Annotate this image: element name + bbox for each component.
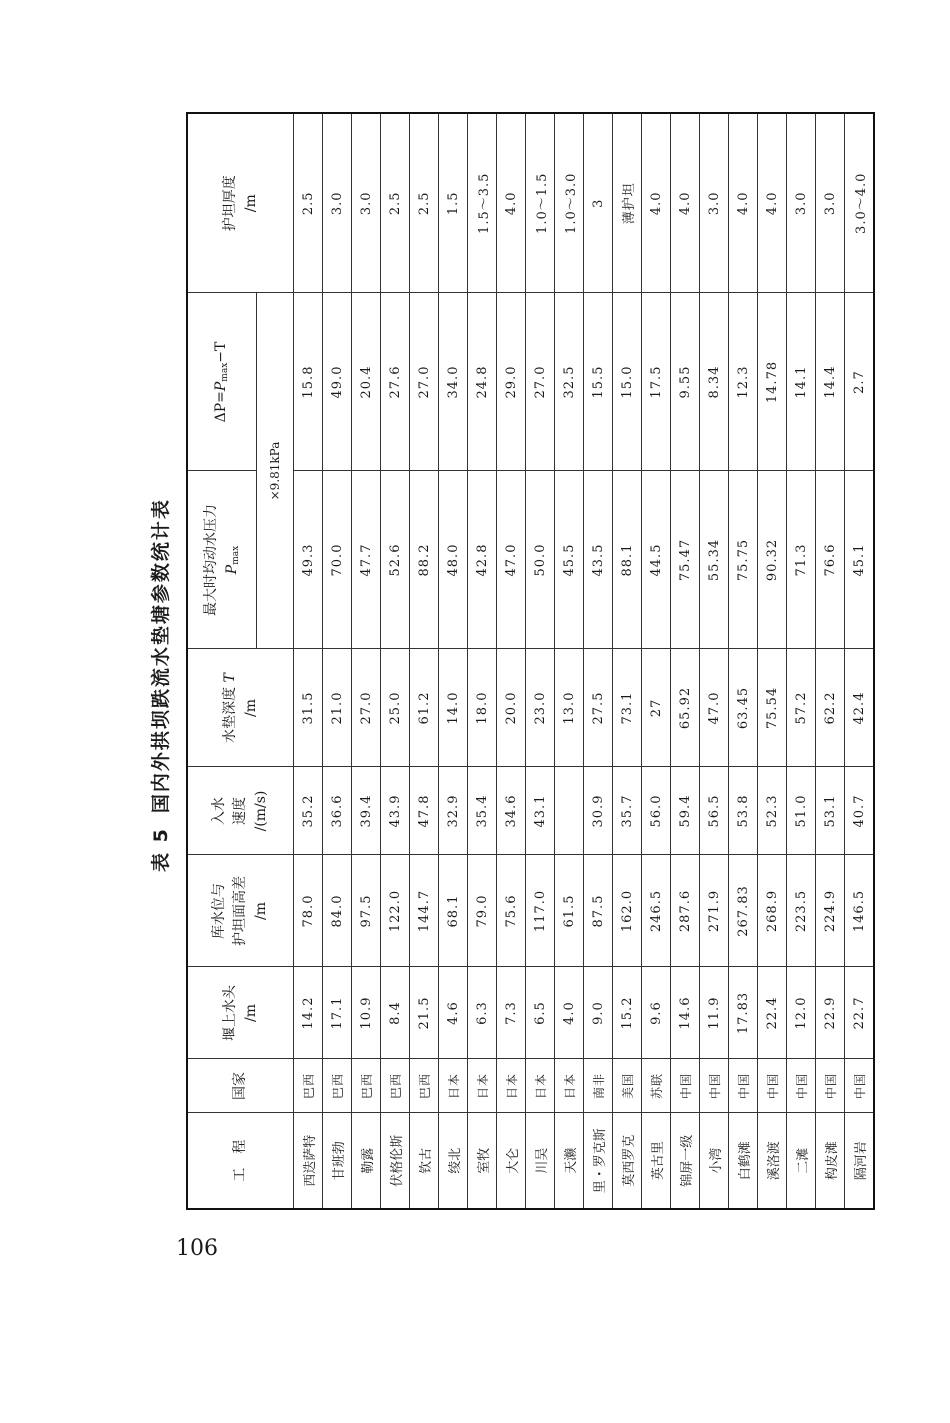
cell-country: 中国 <box>816 1059 845 1113</box>
header-entry-speed-unit: /(m/s) <box>253 790 269 832</box>
cell-dp: 34.0 <box>439 293 468 471</box>
cell-depth: 62.2 <box>816 649 845 767</box>
cell-pmax: 43.5 <box>584 471 613 649</box>
cell-thick: 2.5 <box>294 113 323 293</box>
cell-country: 中国 <box>729 1059 758 1113</box>
cell-pmax: 88.1 <box>613 471 642 649</box>
cell-name: 锦屏一级 <box>671 1113 700 1209</box>
cell-speed: 51.0 <box>787 767 816 855</box>
cell-depth: 14.0 <box>439 649 468 767</box>
cell-pmax: 47.0 <box>497 471 526 649</box>
cell-name: 勒露 <box>352 1113 381 1209</box>
cell-head: 12.0 <box>787 967 816 1059</box>
cell-country: 巴西 <box>381 1059 410 1113</box>
cell-country: 巴西 <box>323 1059 352 1113</box>
table-body <box>294 113 875 1209</box>
cell-pmax: 47.7 <box>352 471 381 649</box>
cell-dp: 49.0 <box>323 293 352 471</box>
cell-name: 甘班勃 <box>323 1113 352 1209</box>
cell-thick: 4.0 <box>729 113 758 293</box>
parameter-table <box>186 112 875 1210</box>
cell-dp: 15.5 <box>584 293 613 471</box>
cell-head: 21.5 <box>410 967 439 1059</box>
table-container <box>186 114 869 1210</box>
cell-diff: 97.5 <box>352 855 381 967</box>
cell-pmax: 55.34 <box>700 471 729 649</box>
cell-thick: 2.5 <box>381 113 410 293</box>
cell-depth: 23.0 <box>526 649 555 767</box>
cell-diff: 75.6 <box>497 855 526 967</box>
header-pmax-sub: max <box>230 545 241 565</box>
table-row <box>613 113 642 1209</box>
cell-pmax: 50.0 <box>526 471 555 649</box>
cell-name: 钦古 <box>410 1113 439 1209</box>
cell-head: 22.7 <box>845 967 875 1059</box>
cell-dp: 9.55 <box>671 293 700 471</box>
cell-pmax: 88.2 <box>410 471 439 649</box>
cell-country: 日本 <box>497 1059 526 1113</box>
cell-diff: 87.5 <box>584 855 613 967</box>
header-cushion-depth-var: T <box>221 673 238 683</box>
header-delta-p-suffix: −T <box>213 341 230 363</box>
cell-thick: 1.0～1.5 <box>526 113 555 293</box>
cell-pmax: 70.0 <box>323 471 352 649</box>
header-delta-p-var: P <box>213 381 230 392</box>
table-row <box>555 113 584 1209</box>
cell-thick: 4.0 <box>642 113 671 293</box>
cell-head: 4.6 <box>439 967 468 1059</box>
cell-pmax: 52.6 <box>381 471 410 649</box>
table-row <box>381 113 410 1209</box>
cell-dp: 29.0 <box>497 293 526 471</box>
table-row <box>758 113 787 1209</box>
cell-thick: 1.5～3.5 <box>468 113 497 293</box>
cell-depth: 63.45 <box>729 649 758 767</box>
header-country: 国家 <box>187 1059 294 1113</box>
cell-dp: 32.5 <box>555 293 584 471</box>
table-row <box>352 113 381 1209</box>
cell-thick: 1.5 <box>439 113 468 293</box>
cell-head: 17.1 <box>323 967 352 1059</box>
cell-speed: 56.0 <box>642 767 671 855</box>
cell-thick: 3.0 <box>816 113 845 293</box>
header-project: 工 程 <box>187 1113 294 1209</box>
cell-depth: 18.0 <box>468 649 497 767</box>
cell-thick: 3.0 <box>787 113 816 293</box>
cell-depth: 73.1 <box>613 649 642 767</box>
header-reservoir-diff <box>187 855 294 967</box>
header-weir-head-label: 堰上水头 <box>221 985 238 1041</box>
cell-dp: 20.4 <box>352 293 381 471</box>
cell-speed: 53.8 <box>729 767 758 855</box>
header-thickness-unit: /m <box>242 194 259 213</box>
cell-thick: 3.0 <box>352 113 381 293</box>
cell-diff: 79.0 <box>468 855 497 967</box>
cell-pmax: 75.75 <box>729 471 758 649</box>
table-row <box>468 113 497 1209</box>
header-cushion-depth-unit: /m <box>242 699 259 717</box>
header-cushion-depth-label: 水垫深度 <box>221 686 238 743</box>
cell-diff: 271.9 <box>700 855 729 967</box>
table-row <box>526 113 555 1209</box>
cell-pmax: 48.0 <box>439 471 468 649</box>
table-row <box>323 113 352 1209</box>
cell-head: 8.4 <box>381 967 410 1059</box>
cell-depth: 65.92 <box>671 649 700 767</box>
cell-country: 苏联 <box>642 1059 671 1113</box>
cell-head: 11.9 <box>700 967 729 1059</box>
cell-thick: 3.0～4.0 <box>845 113 875 293</box>
cell-depth: 21.0 <box>323 649 352 767</box>
cell-dp: 17.5 <box>642 293 671 471</box>
cell-depth: 13.0 <box>555 649 584 767</box>
cell-name: 英古里 <box>642 1113 671 1209</box>
table-row <box>787 113 816 1209</box>
cell-pmax: 90.32 <box>758 471 787 649</box>
cell-name: 构皮滩 <box>816 1113 845 1209</box>
cell-speed: 35.4 <box>468 767 497 855</box>
header-pmax-var: P <box>223 564 240 575</box>
cell-country: 巴西 <box>294 1059 323 1113</box>
cell-speed: 43.1 <box>526 767 555 855</box>
cell-dp: 15.8 <box>294 293 323 471</box>
cell-dp: 27.6 <box>381 293 410 471</box>
header-weir-head <box>187 967 294 1059</box>
cell-speed: 40.7 <box>845 767 875 855</box>
cell-speed: 47.8 <box>410 767 439 855</box>
cell-speed: 39.4 <box>352 767 381 855</box>
cell-name: 莫西罗克 <box>613 1113 642 1209</box>
cell-speed: 30.9 <box>584 767 613 855</box>
cell-country: 巴西 <box>352 1059 381 1113</box>
table-row <box>584 113 613 1209</box>
table-row <box>410 113 439 1209</box>
cell-dp: 27.0 <box>526 293 555 471</box>
cell-dp: 12.3 <box>729 293 758 471</box>
cell-head: 17.83 <box>729 967 758 1059</box>
cell-diff: 224.9 <box>816 855 845 967</box>
cell-name: 伏格伦斯 <box>381 1113 410 1209</box>
cell-diff: 146.5 <box>845 855 875 967</box>
cell-head: 22.4 <box>758 967 787 1059</box>
header-entry-speed <box>187 767 294 855</box>
table-row <box>845 113 875 1209</box>
table-row <box>816 113 845 1209</box>
cell-head: 6.5 <box>526 967 555 1059</box>
table-title-text: 国内外拱坝跌流水垫塘参数统计表 <box>149 498 172 814</box>
cell-speed: 59.4 <box>671 767 700 855</box>
cell-speed: 52.3 <box>758 767 787 855</box>
cell-speed: 35.2 <box>294 767 323 855</box>
table-row <box>671 113 700 1209</box>
cell-head: 14.2 <box>294 967 323 1059</box>
cell-dp: 14.78 <box>758 293 787 471</box>
cell-speed: 36.6 <box>323 767 352 855</box>
cell-country: 中国 <box>700 1059 729 1113</box>
cell-diff: 68.1 <box>439 855 468 967</box>
cell-dp: 2.7 <box>845 293 875 471</box>
header-thickness <box>187 113 294 293</box>
cell-depth: 57.2 <box>787 649 816 767</box>
cell-thick: 4.0 <box>758 113 787 293</box>
cell-name: 隔河岩 <box>845 1113 875 1209</box>
cell-pmax: 45.1 <box>845 471 875 649</box>
cell-pmax: 44.5 <box>642 471 671 649</box>
cell-head: 7.3 <box>497 967 526 1059</box>
cell-speed: 34.6 <box>497 767 526 855</box>
header-entry-speed-label2: 速度 <box>232 797 248 825</box>
cell-thick: 4.0 <box>497 113 526 293</box>
cell-country: 日本 <box>555 1059 584 1113</box>
cell-country: 日本 <box>468 1059 497 1113</box>
cell-name: 小湾 <box>700 1113 729 1209</box>
cell-pmax: 75.47 <box>671 471 700 649</box>
cell-pmax: 71.3 <box>787 471 816 649</box>
cell-dp: 8.34 <box>700 293 729 471</box>
cell-head: 9.6 <box>642 967 671 1059</box>
cell-head: 4.0 <box>555 967 584 1059</box>
cell-head: 9.0 <box>584 967 613 1059</box>
cell-name: 川吴 <box>526 1113 555 1209</box>
cell-country: 美国 <box>613 1059 642 1113</box>
table-row <box>700 113 729 1209</box>
cell-country: 日本 <box>439 1059 468 1113</box>
cell-country: 日本 <box>526 1059 555 1113</box>
cell-diff: 162.0 <box>613 855 642 967</box>
page-number: 106 <box>176 1236 218 1261</box>
cell-name: 室牧 <box>468 1113 497 1209</box>
cell-dp: 24.8 <box>468 293 497 471</box>
cell-diff: 84.0 <box>323 855 352 967</box>
cell-name: 绫北 <box>439 1113 468 1209</box>
cell-thick: 1.0～3.0 <box>555 113 584 293</box>
cell-name: 里・罗克斯 <box>584 1113 613 1209</box>
cell-country: 中国 <box>758 1059 787 1113</box>
cell-dp: 14.4 <box>816 293 845 471</box>
cell-diff: 223.5 <box>787 855 816 967</box>
cell-depth: 27.0 <box>352 649 381 767</box>
cell-diff: 268.9 <box>758 855 787 967</box>
table-number: 表 5 <box>149 827 172 872</box>
header-delta-p <box>187 293 257 471</box>
cell-name: 白鹤滩 <box>729 1113 758 1209</box>
cell-country: 巴西 <box>410 1059 439 1113</box>
cell-depth: 47.0 <box>700 649 729 767</box>
cell-speed <box>555 767 584 855</box>
header-reservoir-diff-unit: /m <box>253 902 269 920</box>
cell-depth: 20.0 <box>497 649 526 767</box>
table-row <box>294 113 323 1209</box>
cell-thick: 3.0 <box>323 113 352 293</box>
cell-thick: 2.5 <box>410 113 439 293</box>
table-row <box>729 113 758 1209</box>
cell-head: 15.2 <box>613 967 642 1059</box>
cell-head: 6.3 <box>468 967 497 1059</box>
cell-thick: 薄护坦 <box>613 113 642 293</box>
table-row <box>642 113 671 1209</box>
cell-depth: 42.4 <box>845 649 875 767</box>
header-thickness-label: 护坦厚度 <box>221 175 238 232</box>
cell-country: 中国 <box>845 1059 875 1113</box>
cell-diff: 287.6 <box>671 855 700 967</box>
header-weir-head-unit: /m <box>242 1004 259 1022</box>
header-cushion-depth <box>187 649 294 767</box>
cell-diff: 122.0 <box>381 855 410 967</box>
table-row <box>497 113 526 1209</box>
cell-thick: 4.0 <box>671 113 700 293</box>
cell-speed: 43.9 <box>381 767 410 855</box>
header-delta-p-sub: max <box>220 362 231 382</box>
cell-depth: 27 <box>642 649 671 767</box>
cell-thick: 3.0 <box>700 113 729 293</box>
cell-diff: 267.83 <box>729 855 758 967</box>
header-pmax-label: 最大时均动水压力 <box>202 504 219 616</box>
header-delta-p-prefix: ΔP= <box>213 391 230 423</box>
cell-name: 溪洛渡 <box>758 1113 787 1209</box>
cell-pmax: 76.6 <box>816 471 845 649</box>
cell-depth: 25.0 <box>381 649 410 767</box>
cell-pmax: 45.5 <box>555 471 584 649</box>
cell-speed: 56.5 <box>700 767 729 855</box>
cell-country: 南非 <box>584 1059 613 1113</box>
cell-name: 西迭萨特 <box>294 1113 323 1209</box>
cell-name: 大仑 <box>497 1113 526 1209</box>
cell-head: 14.6 <box>671 967 700 1059</box>
cell-head: 22.9 <box>816 967 845 1059</box>
cell-name: 天濑 <box>555 1113 584 1209</box>
cell-depth: 61.2 <box>410 649 439 767</box>
cell-speed: 32.9 <box>439 767 468 855</box>
cell-speed: 53.1 <box>816 767 845 855</box>
cell-diff: 61.5 <box>555 855 584 967</box>
header-pmax <box>187 471 257 649</box>
cell-diff: 246.5 <box>642 855 671 967</box>
cell-country: 中国 <box>787 1059 816 1113</box>
cell-depth: 27.5 <box>584 649 613 767</box>
cell-pmax: 42.8 <box>468 471 497 649</box>
cell-diff: 144.7 <box>410 855 439 967</box>
cell-thick: 3 <box>584 113 613 293</box>
cell-diff: 78.0 <box>294 855 323 967</box>
header-pressure-unit: ×9.81kPa <box>257 293 294 649</box>
cell-dp: 14.1 <box>787 293 816 471</box>
cell-dp: 27.0 <box>410 293 439 471</box>
header-entry-speed-label1: 入水 <box>211 797 227 825</box>
cell-speed: 35.7 <box>613 767 642 855</box>
cell-depth: 75.54 <box>758 649 787 767</box>
cell-head: 10.9 <box>352 967 381 1059</box>
cell-country: 中国 <box>671 1059 700 1113</box>
table-title <box>141 160 177 1210</box>
cell-name: 二滩 <box>787 1113 816 1209</box>
cell-dp: 15.0 <box>613 293 642 471</box>
header-reservoir-diff-label2: 护坦面高差 <box>232 876 248 946</box>
cell-diff: 117.0 <box>526 855 555 967</box>
header-reservoir-diff-label1: 库水位与 <box>211 883 227 939</box>
cell-pmax: 49.3 <box>294 471 323 649</box>
cell-depth: 31.5 <box>294 649 323 767</box>
table-row <box>439 113 468 1209</box>
